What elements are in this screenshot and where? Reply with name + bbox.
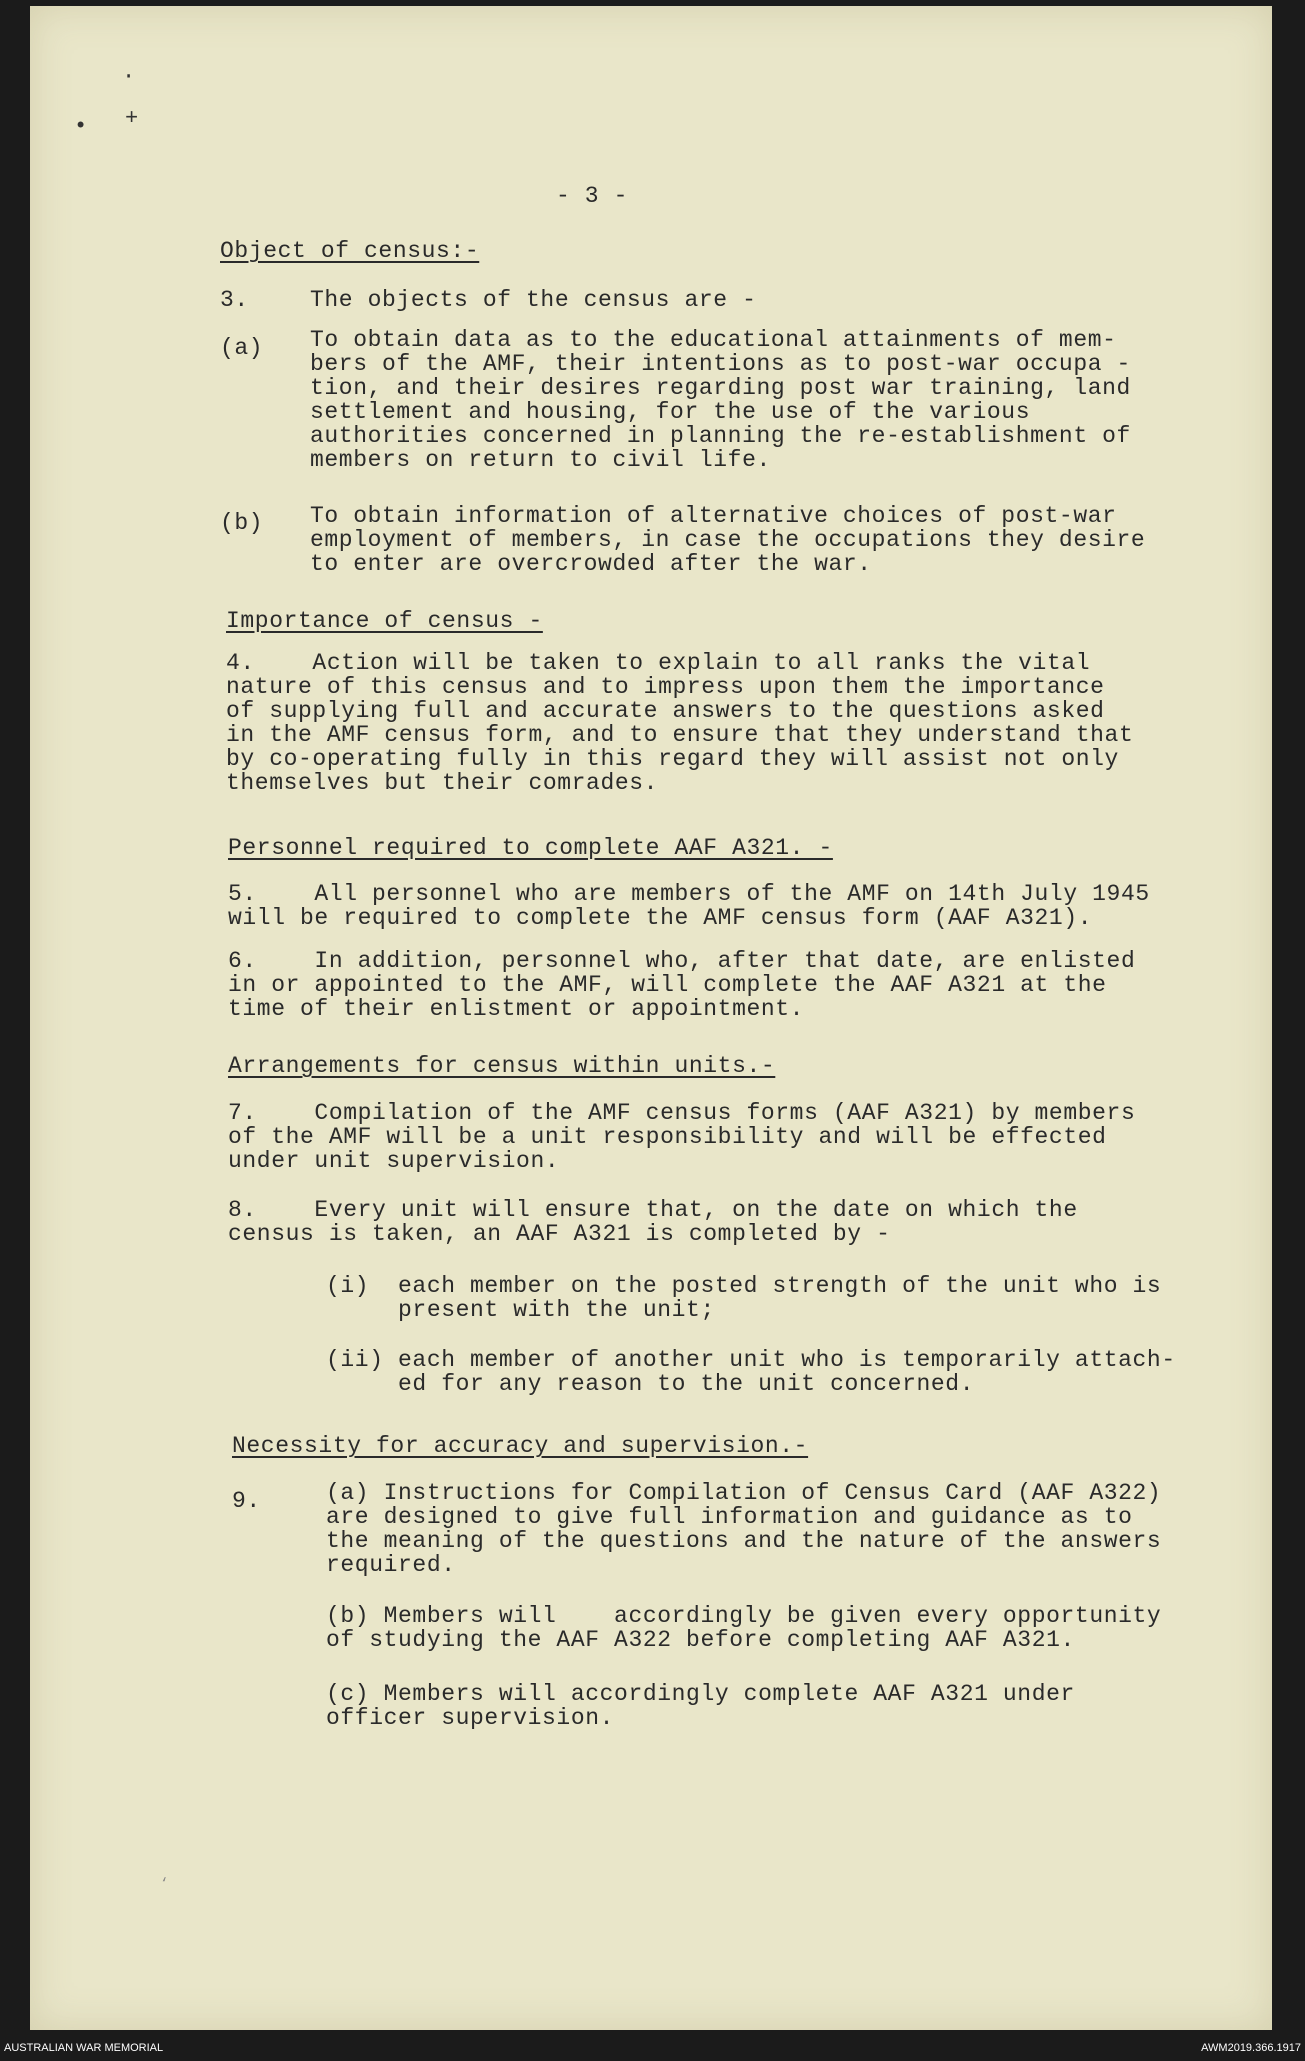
left-cross-mark: + (125, 106, 139, 131)
para-9b-line: of studying the AAF A322 before completing AAF A321. (326, 1627, 1075, 1653)
para-7-line: 7. Compilation of the AMF census forms (AAF A321) by members (228, 1100, 1136, 1126)
para-4-line: by co-operating fully in this regard they will assist not only (226, 746, 1119, 772)
para-4-body (226, 651, 1133, 795)
para-7-line: under unit supervision. (228, 1148, 560, 1174)
para-5-line: will be required to complete the AMF census form (AAF A321). (228, 905, 1093, 931)
para-5-body (228, 882, 1150, 930)
para-6-line: in or appointed to the AMF, will complete the AAF A321 at the (228, 972, 1107, 998)
para-b-line: employment of members, in case the occupations they desire (310, 527, 1146, 553)
para-8-line: census is taken, an AAF A321 is completed by - (228, 1221, 891, 1247)
para-6-line: 6. In addition, personnel who, after that date, are enlisted (228, 948, 1136, 974)
para-9b-line: (b) Members will accordingly be given every opportunity (326, 1603, 1162, 1629)
para-b-line: to enter are overcrowded after the war. (310, 551, 872, 577)
para-b-label: (b) (220, 510, 264, 536)
para-8-i-line: present with the unit; (326, 1297, 715, 1323)
para-a-body (310, 328, 1131, 472)
para-6-line: time of their enlistment or appointment. (228, 996, 805, 1022)
para-4-line: nature of this census and to impress upon them the importance (226, 674, 1105, 700)
para-a-line: authorities concerned in planning the re-establishment of (310, 423, 1131, 449)
para-a-line: To obtain data as to the educational attainments of mem- (310, 327, 1117, 353)
footer-accession-number: AWM2019.366.1917 (1201, 2042, 1301, 2054)
footer-institution: AUSTRALIAN WAR MEMORIAL (4, 2042, 164, 2054)
para-9a-line: the meaning of the questions and the nature of the answers (326, 1528, 1162, 1554)
para-7-body (228, 1101, 1135, 1173)
para-5-line: 5. All personnel who are members of the AMF on 14th July 1945 (228, 881, 1150, 907)
para-9c-line: (c) Members will accordingly complete AAF A321 under (326, 1681, 1075, 1707)
para-9b-body (326, 1604, 1161, 1652)
para-8-i-line: (i) each member on the posted strength of the unit who is (326, 1273, 1162, 1299)
stray-mark: ‘ (160, 1876, 169, 1892)
para-8-ii-line: (ii) each member of another unit who is temporarily attach- (326, 1347, 1176, 1373)
para-8-ii-body (326, 1348, 1176, 1396)
para-9a-line: are designed to give full information and guidance as to (326, 1504, 1133, 1530)
para-7-line: of the AMF will be a unit responsibility and will be effected (228, 1124, 1107, 1150)
para-9a-body (326, 1481, 1161, 1577)
para-9a-line: required. (326, 1552, 456, 1578)
para-a-label: (a) (220, 335, 264, 361)
para-4-line: in the AMF census form, and to ensure that they understand that (226, 722, 1134, 748)
heading-necessity: Necessity for accuracy and supervision.- (232, 1433, 809, 1459)
heading-object-of-census: Object of census:- (220, 238, 480, 264)
page-number: - 3 - (556, 183, 629, 209)
heading-importance-of-census: Importance of census - (226, 608, 543, 634)
para-a-line: bers of the AMF, their intentions as to post-war occupa - (310, 351, 1131, 377)
para-a-line: settlement and housing, for the use of the various (310, 399, 1031, 425)
para-3-text: The objects of the census are - (310, 287, 757, 313)
para-8-ii-line: ed for any reason to the unit concerned. (326, 1371, 975, 1397)
heading-arrangements: Arrangements for census within units.- (228, 1053, 776, 1079)
para-9a-line: (a) Instructions for Compilation of Census Card (AAF A322) (326, 1480, 1162, 1506)
para-8-body (228, 1198, 1078, 1246)
para-4-line: themselves but their comrades. (226, 770, 659, 796)
para-6-body (228, 949, 1135, 1021)
document-page (30, 6, 1272, 2030)
pin-mark: · (122, 64, 136, 89)
para-9-number: 9. (232, 1488, 261, 1514)
para-8-line: 8. Every unit will ensure that, on the date on which the (228, 1197, 1078, 1223)
para-9c-line: officer supervision. (326, 1705, 615, 1731)
para-9c-body (326, 1682, 1075, 1730)
para-a-line: members on return to civil life. (310, 447, 771, 473)
heading-personnel-required: Personnel required to complete AAF A321. - (228, 835, 833, 861)
para-a-line: tion, and their desires regarding post war training, land (310, 375, 1131, 401)
para-3-number: 3. (220, 287, 249, 313)
para-4-line: of supplying full and accurate answers to the questions asked (226, 698, 1105, 724)
para-b-body (310, 504, 1145, 576)
para-4-line: 4. Action will be taken to explain to all ranks the vital (226, 650, 1091, 676)
para-b-line: To obtain information of alternative choices of post-war (310, 503, 1117, 529)
left-dot-mark: • (74, 114, 88, 139)
para-8-i-body (326, 1274, 1161, 1322)
